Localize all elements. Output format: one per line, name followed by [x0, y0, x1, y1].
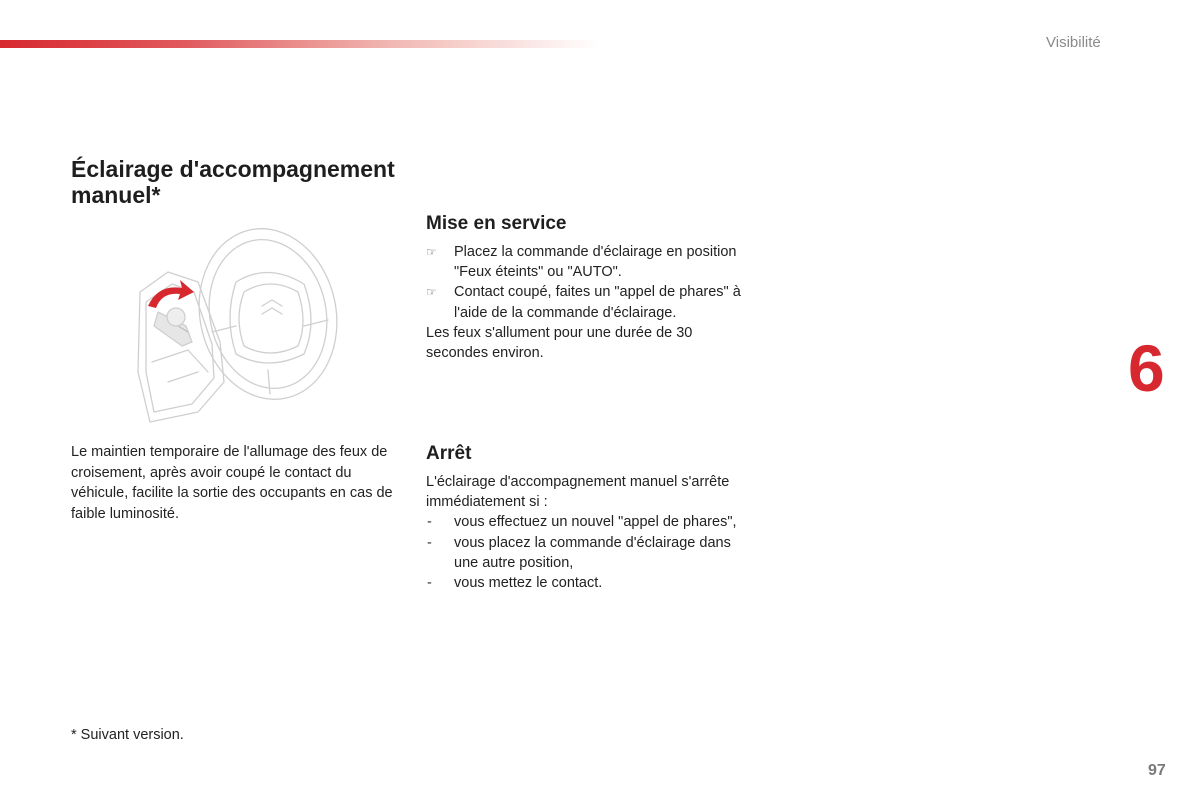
footnote: * Suivant version. [71, 727, 184, 743]
item-text: vous placez la commande d'éclairage dans une autre position, [454, 534, 731, 571]
list-item [426, 512, 756, 532]
list-item [426, 282, 756, 322]
list-item [426, 573, 756, 593]
header-accent-bar [0, 40, 600, 48]
heading-arret: Arrêt [426, 443, 472, 464]
duration-note: Les feux s'allument pour une durée de 30 secondes environ. [426, 324, 693, 362]
step-text: Contact coupé, faites un "appel de phares" à l'aide de la commande d'éclairage. [454, 284, 741, 321]
list-item [426, 533, 756, 573]
item-text: vous effectuez un nouvel "appel de phares", [454, 514, 737, 531]
pointing-finger-icon: ☞ [426, 245, 437, 259]
arret-intro: L'éclairage d'accompagnement manuel s'arrête immédiatement si : [426, 474, 730, 511]
arret-block [426, 472, 756, 593]
page-title: Éclairage d'accompagnement manuel* [71, 156, 395, 208]
dash-bullet: - [427, 514, 432, 531]
dash-bullet: - [427, 575, 432, 592]
steering-wheel-illustration [128, 222, 342, 428]
step-text: Placez la commande d'éclairage en position "Feux éteints" ou "AUTO". [454, 244, 737, 281]
dash-bullet: - [427, 534, 432, 551]
heading-mise-en-service: Mise en service [426, 213, 567, 234]
list-item [426, 242, 756, 282]
page-number: 97 [1148, 762, 1166, 779]
pointing-finger-icon: ☞ [426, 285, 437, 300]
mise-en-service-block [426, 242, 756, 363]
section-label: Visibilité [1046, 34, 1101, 51]
chapter-number: 6 [1128, 331, 1165, 405]
item-text: vous mettez le contact. [454, 575, 603, 592]
intro-paragraph: Le maintien temporaire de l'allumage des feux de croisement, après avoir coupé le contact du véhicule, facilite la sortie des occupants en cas de faible luminosité. [71, 444, 393, 522]
